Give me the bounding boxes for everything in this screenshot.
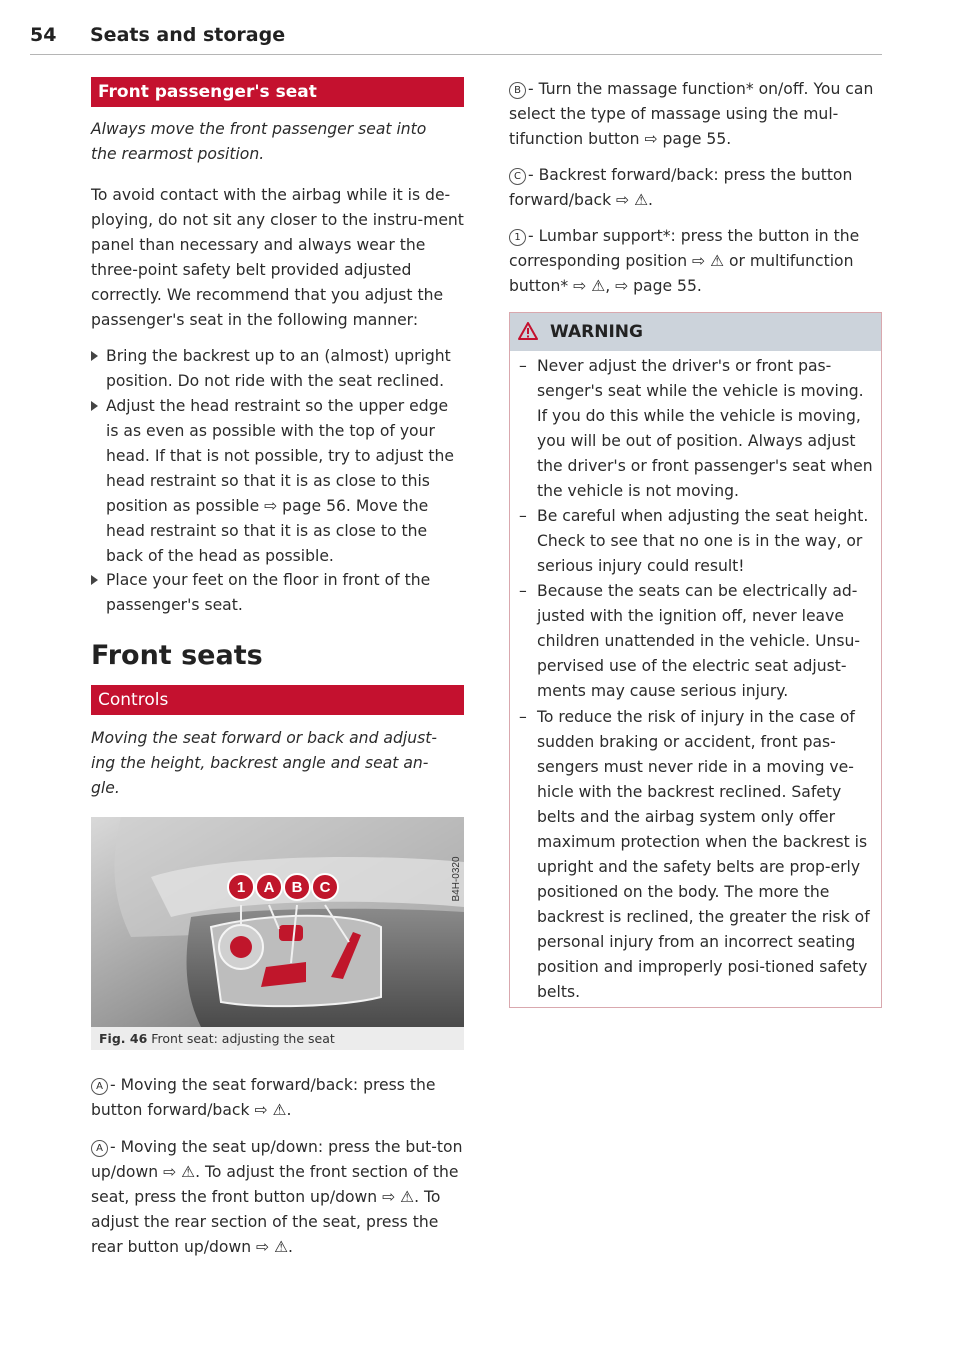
seat-controls-illustration: [91, 817, 464, 1027]
item-1-lumbar: [509, 224, 882, 299]
list-item-text: Adjust the head restraint so the upper edge is as even as possible with the top of your head. If that is not possible, try to adjust the head restraint so that it is as close to this position as possible ⇨ page 56. Move the head restraint so that it is as close to the back of the head as possible.: [106, 397, 454, 565]
body-paragraph: To avoid contact with the airbag while it is de-ploying, do not sit any closer to the instru-ment panel than necessary and always wear the three-point safety belt provided adjusted correctly. We recommend that you adjust the passenger's seat in the following manner:: [91, 186, 464, 329]
bullet-triangle-icon: [91, 575, 98, 585]
heading-front-seats: Front seats: [91, 640, 263, 671]
list-item-text: Place your feet on the floor in front of the passenger's seat.: [106, 571, 431, 614]
subsection-bar-front-passenger: Front passenger's seat: [91, 77, 464, 107]
list-item: [91, 344, 464, 394]
item-text: - Turn the massage function* on/off. You can select the type of massage using the mul-tifunction button ⇨ page 55.: [509, 80, 874, 148]
dash-icon: –: [519, 507, 527, 525]
warning-item-text: Never adjust the driver's or front pas-senger's seat while the vehicle is moving. If you do this while the vehicle is moving, you will be out of position. Always adjust the driver's or front passenger's seat when the vehicle is not moving.: [537, 357, 873, 500]
dash-icon: –: [519, 708, 527, 726]
callout-a-icon: A: [91, 1078, 108, 1095]
warning-item-text: Because the seats can be electrically ad-justed with the ignition off, never leave children unattended in the vehicle. Unsu-pervised use of the electric seat adjust-ments may cause serious injury.: [537, 582, 860, 700]
figure-label-b: B: [291, 879, 303, 896]
warning-item: [519, 504, 875, 579]
warning-header: [510, 313, 881, 351]
intro-text: Always move the front passenger seat into the rearmost position.: [91, 120, 427, 163]
figure-caption-text: Front seat: adjusting the seat: [151, 1031, 335, 1046]
callout-a-icon: A: [91, 1140, 108, 1157]
callout-c-icon: C: [509, 168, 526, 185]
item-text: - Moving the seat up/down: press the but-ton up/down ⇨ ⚠. To adjust the front section of the seat, press the front button up/down ⇨ ⚠. To adjust the rear section of the seat, press the rear button up/down ⇨ ⚠.: [91, 1138, 463, 1256]
section-title: Seats and storage: [90, 24, 286, 46]
list-item-text: Bring the backrest up to an (almost) upright position. Do not ride with the seat reclined.: [106, 347, 451, 390]
subsection-bar-controls: Controls: [91, 685, 464, 715]
figure-label-c: C: [319, 879, 331, 896]
dash-icon: –: [519, 357, 527, 375]
list-item: [91, 394, 464, 569]
list-item: [91, 568, 464, 618]
figure-label-1: 1: [236, 879, 246, 896]
bullet-triangle-icon: [91, 401, 98, 411]
figure-code: B4H-0320: [451, 856, 462, 902]
page-header: [30, 24, 882, 55]
bullet-triangle-icon: [91, 351, 98, 361]
figure-caption: [99, 1031, 335, 1046]
item-text: - Lumbar support*: press the button in the corresponding position ⇨ ⚠ or multifunction button* ⇨ ⚠, ⇨ page 55.: [509, 227, 860, 295]
warning-item: [519, 579, 875, 704]
item-text: - Moving the seat forward/back: press the button forward/back ⇨ ⚠.: [91, 1076, 436, 1119]
warning-item-text: Be careful when adjusting the seat height. Check to see that no one is in the way, or serious injury could result!: [537, 507, 869, 575]
item-text: - Backrest forward/back: press the button forward/back ⇨ ⚠.: [509, 166, 853, 209]
figure-label-a: A: [263, 879, 275, 896]
dash-icon: –: [519, 582, 527, 600]
page-number: 54: [30, 24, 57, 46]
warning-triangle-icon: [518, 322, 538, 340]
callout-1-icon: 1: [509, 229, 526, 246]
warning-item: [519, 354, 875, 504]
warning-item-text: To reduce the risk of injury in the case of sudden braking or accident, front pas-sengers must never ride in a moving ve-hicle with the backrest reclined. Safety belts and the airbag system only offer maximum protection when the backrest is upright and the safety belts are prop-erly positioned on the body. The more the backrest is reclined, the greater the risk of personal injury from an incorrect seating position and improperly posi-tioned safety belts.: [537, 708, 870, 1001]
warning-item: [519, 705, 875, 1005]
warning-box: [509, 312, 882, 1008]
intro-text-controls: Moving the seat forward or back and adjust-ing the height, backrest angle and seat an-gle.: [91, 729, 437, 797]
item-a-forward-back: [91, 1073, 464, 1123]
item-c-backrest: [509, 163, 882, 213]
callout-b-icon: B: [509, 82, 526, 99]
figure-seat-controls: [91, 817, 464, 1050]
figure-caption-number: Fig. 46: [99, 1031, 148, 1046]
item-a-up-down: [91, 1135, 464, 1260]
warning-title: WARNING: [550, 322, 643, 342]
item-b-massage: [509, 77, 882, 152]
